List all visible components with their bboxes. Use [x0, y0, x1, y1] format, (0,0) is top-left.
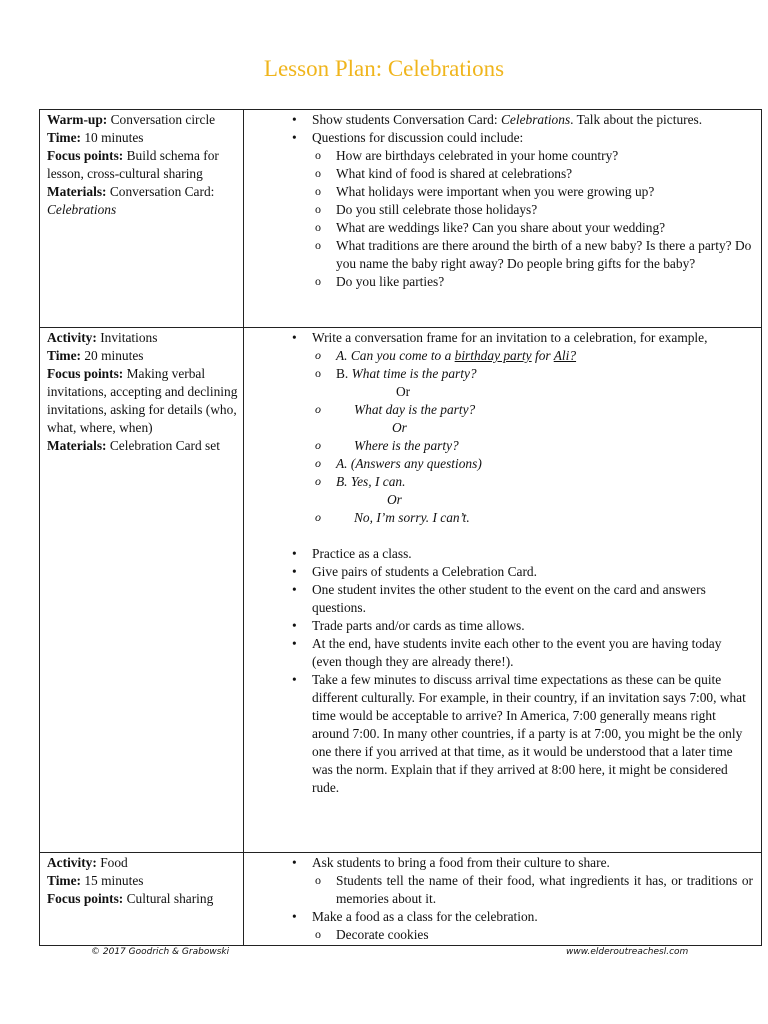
activity-label: Activity: [47, 855, 97, 870]
bullet-text-end: . Talk about the pictures. [570, 112, 703, 127]
list-item: • One student invites the other student to the event on the card and answers questions. [312, 581, 753, 617]
materials-label: Materials: [47, 438, 107, 453]
food-details-cell [40, 853, 244, 946]
frame-line-b [336, 365, 753, 383]
focus-label: Focus points: [47, 891, 124, 906]
table-row-warmup [40, 110, 762, 328]
warmup-procedure-cell [244, 110, 762, 328]
warmup-value: Conversation circle [110, 112, 216, 127]
warmup-details-cell [40, 110, 244, 328]
focus-value: Making verbal invitations, accepting and declining invitations, asking for details (who, what, where, when) [47, 366, 238, 435]
list-item: • Trade parts and/or cards as time allows. [312, 617, 753, 635]
list-item: • Give pairs of students a Celebration Card. [312, 563, 753, 581]
or-line: Or [387, 492, 402, 507]
frame-a-part3: for [531, 348, 554, 363]
page-title: Lesson Plan: Celebrations [263, 56, 505, 81]
bullet-text: Ask students to bring a food from their culture to share. [312, 855, 610, 870]
invitations-bullet-list [244, 329, 753, 797]
warmup-line [47, 111, 239, 129]
question-item: o What kind of food is shared at celebrations? [336, 165, 753, 183]
list-item [312, 129, 753, 291]
focus-line [47, 890, 239, 908]
time-value: 10 minutes [84, 130, 144, 145]
time-line [47, 347, 239, 365]
focus-line [47, 147, 239, 183]
activity-value: Food [100, 855, 128, 870]
question-item: o How are birthdays celebrated in your home country? [336, 147, 753, 165]
materials-italic: Celebrations [47, 202, 117, 217]
or-line: Or [392, 420, 407, 435]
list-item [312, 854, 753, 908]
time-label: Time: [47, 348, 81, 363]
time-value: 20 minutes [84, 348, 144, 363]
bullet-italic: Celebrations [500, 112, 571, 127]
frame-b-prefix: B. [336, 366, 352, 381]
activity-label: Activity: [47, 330, 97, 345]
materials-line [47, 437, 239, 455]
footer-website: www.elderoutreachesl.com [566, 947, 689, 957]
question-item: o What are weddings like? Can you share about your wedding? [336, 219, 753, 237]
food-sub-list [312, 872, 753, 908]
conversation-frame [312, 347, 753, 527]
question-list [312, 147, 753, 291]
food-bullet-list [244, 854, 753, 944]
bullet-text: Write a conversation frame for an invitation to a celebration, for example, [312, 330, 708, 345]
food-procedure-cell [244, 853, 762, 946]
invitations-details-cell [40, 328, 244, 853]
list-item: • Practice as a class. [312, 545, 753, 563]
list-item: • At the end, have students invite each other to the event you are having today (even though they are already there!). [312, 635, 753, 671]
list-item [312, 111, 753, 129]
frame-line-d: o Where is the party? [336, 437, 753, 455]
or-line: Or [396, 384, 411, 399]
frame-line-a [336, 347, 753, 365]
activity-line [47, 329, 239, 347]
question-item: o Do you like parties? [336, 273, 753, 291]
warmup-bullet-list [244, 111, 753, 291]
focus-line [47, 365, 239, 437]
time-line [47, 129, 239, 147]
focus-value: Build schema for lesson, cross-cultural sharing [47, 148, 219, 181]
warmup-label: Warm-up: [47, 112, 108, 127]
time-line [47, 872, 239, 890]
sub-item: o Students tell the name of their food, what ingredients it has, or traditions or memories about it. [336, 872, 753, 908]
footer-copyright: © 2017 Goodrich & Grabowski [91, 947, 230, 957]
frame-line-f: o B. Yes, I can. [336, 473, 753, 491]
time-label: Time: [47, 130, 81, 145]
frame-line-c: o What day is the party? [336, 401, 753, 419]
time-label: Time: [47, 873, 81, 888]
frame-a-name: Ali? [553, 348, 577, 363]
time-value: 15 minutes [84, 873, 144, 888]
frame-line-e: o A. (Answers any questions) [336, 455, 753, 473]
bullet-text: Make a food as a class for the celebration. [312, 909, 538, 924]
list-item: • Take a few minutes to discuss arrival time expectations as these can be quite different culturally. For example, in their country, if an invitation says 7:00, what time would be acceptable to arrive? In America, 7:00 generally means right around 7:00. In many other countries, if a party is at 7:00, you might be the only one there if you arrived at that time, as it would be understood that a later time was the norm. Explain that if they arrived at 8:00 here, it might be considered rude. [312, 671, 753, 797]
bullet-text: Show students Conversation Card: [312, 112, 498, 127]
focus-label: Focus points: [47, 148, 124, 163]
frame-a-event: birthday party [454, 348, 532, 363]
lesson-plan-table [39, 109, 762, 946]
materials-value: Celebration Card set [109, 438, 220, 453]
frame-b-text: What time is the party? [351, 366, 477, 381]
question-item: o Do you still celebrate those holidays? [336, 201, 753, 219]
materials-label: Materials: [47, 184, 107, 199]
question-item: o What traditions are there around the birth of a new baby? Is there a party? Do you name the baby right away? Do people bring gifts for the baby? [336, 237, 753, 273]
activity-line [47, 854, 239, 872]
materials-line [47, 183, 239, 219]
question-item: o What holidays were important when you were growing up? [336, 183, 753, 201]
sub-item: o Decorate cookies [336, 926, 753, 944]
materials-value: Conversation Card: [109, 184, 215, 199]
table-row-food [40, 853, 762, 946]
list-item [312, 329, 753, 545]
spacer [312, 527, 753, 545]
frame-line-g: o No, I’m sorry. I can’t. [336, 509, 753, 527]
table-row-invitations [40, 328, 762, 853]
focus-label: Focus points: [47, 366, 124, 381]
bullet-text: Questions for discussion could include: [312, 130, 524, 145]
focus-value: Cultural sharing [126, 891, 214, 906]
activity-value: Invitations [100, 330, 158, 345]
food-sub-list [312, 926, 753, 944]
invitations-procedure-cell [244, 328, 762, 853]
frame-a-part1: A. Can you come to a [336, 348, 455, 363]
list-item [312, 908, 753, 944]
